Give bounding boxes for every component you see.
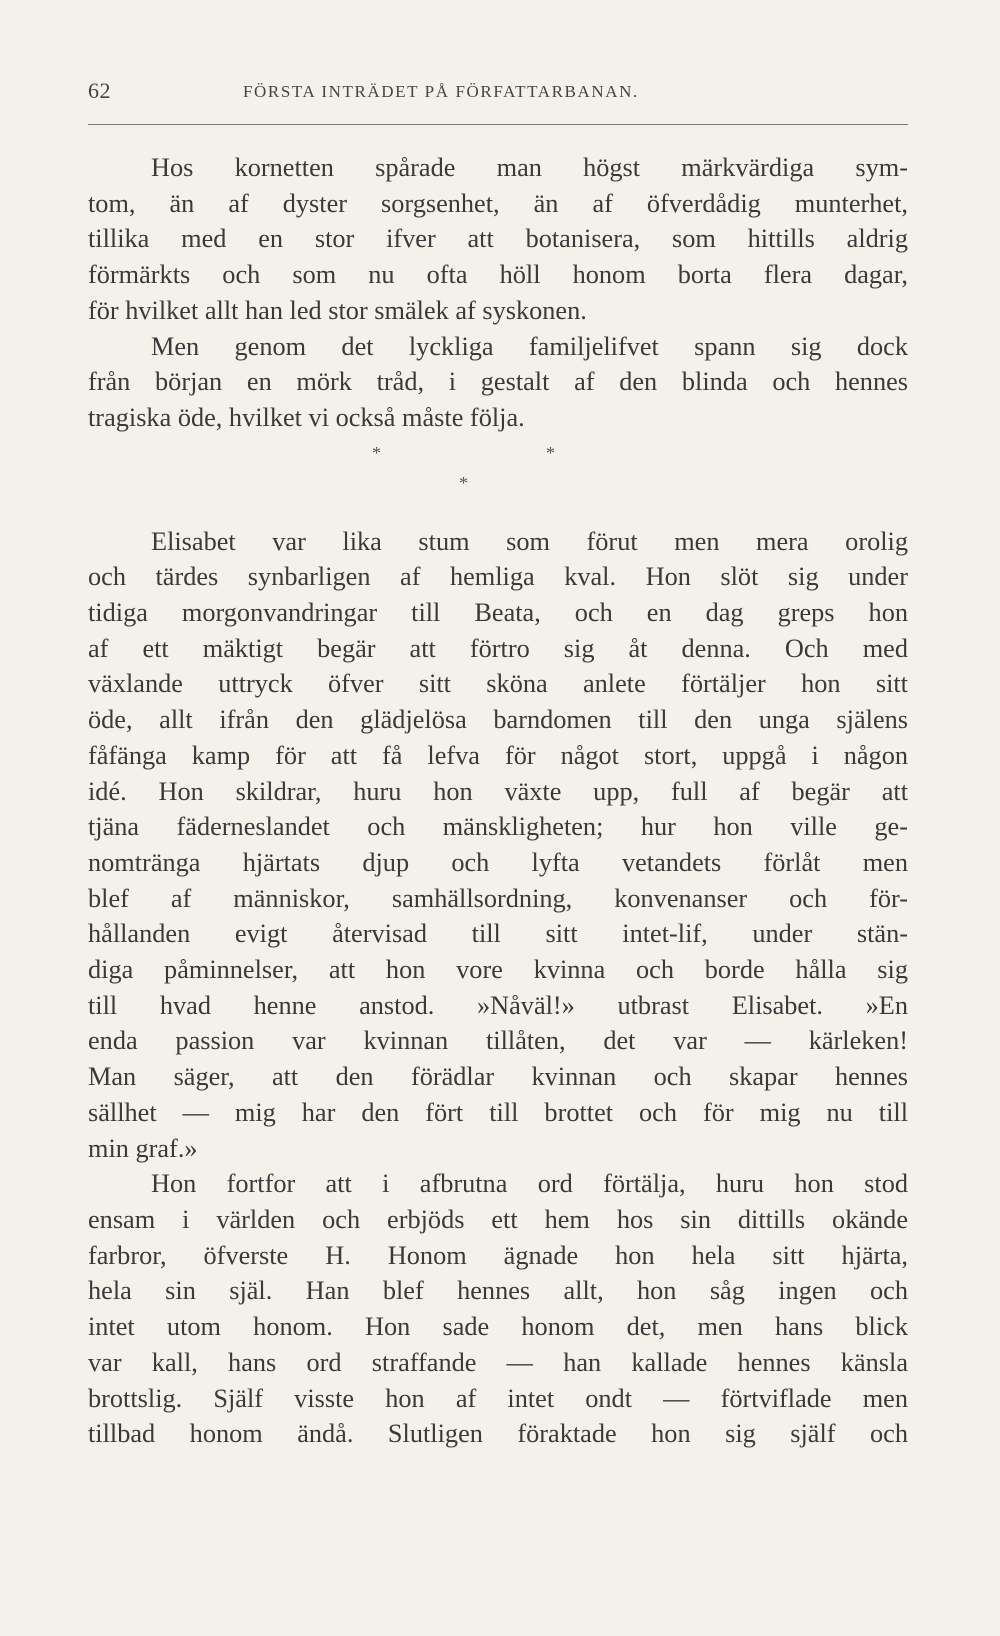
text-line: brottslig. Själf visste hon af intet ondt — förtviflade men <box>88 1383 908 1413</box>
text-line: Hon fortfor att i afbrutna ord förtälja, huru hon stod <box>151 1169 908 1199</box>
text-line: tillbad honom ändå. Slutligen föraktade hon sig själf och <box>88 1419 908 1449</box>
text-line: Hos kornetten spårade man högst märkvärdiga sym- <box>151 153 908 182</box>
page-text <box>88 150 908 1452</box>
text-line: sällhet — mig har den fört till brottet och för mig nu till <box>88 1097 908 1127</box>
text-line: Elisabet var lika stum som förut men mera orolig <box>151 526 908 556</box>
paragraph-2 <box>88 329 908 436</box>
text-line: och tärdes synbarligen af hemliga kval. Hon slöt sig under <box>88 562 908 592</box>
text-line: tidiga morgonvandringar till Beata, och en dag greps hon <box>88 598 908 628</box>
section-break <box>88 440 908 512</box>
text-line: för hvilket allt han led stor smälek af syskonen. <box>88 295 587 325</box>
text-line: öde, allt ifrån den glädjelösa barndomen till den unga själens <box>88 705 908 735</box>
text-line: tillika med en stor ifver att botanisera, som hittills aldrig <box>88 224 908 254</box>
paragraph-1 <box>88 150 908 329</box>
text-line: nomtränga hjärtats djup och lyfta vetandets förlåt men <box>88 847 908 877</box>
text-line: var kall, hans ord straffande — han kallade hennes känsla <box>88 1347 908 1377</box>
text-line: ensam i världen och erbjöds ett hem hos sin dittills okände <box>88 1204 908 1234</box>
text-line: hela sin själ. Han blef hennes allt, hon såg ingen och <box>88 1276 908 1306</box>
text-line: till hvad henne anstod. »Nåväl!» utbrast Elisabet. »En <box>88 990 908 1020</box>
text-line: tjäna fäderneslandet och mänskligheten; hur hon ville ge- <box>88 812 908 842</box>
text-line: hållanden evigt återvisad till sitt intet-lif, under stän- <box>88 919 908 949</box>
text-line: idé. Hon skildrar, huru hon växte upp, full af begär att <box>88 776 908 806</box>
text-line: tragiska öde, hvilket vi också måste följa. <box>88 402 525 432</box>
text-line: farbror, öfverste H. Honom ägnade hon hela sitt hjärta, <box>88 1240 908 1270</box>
text-line: intet utom honom. Hon sade honom det, men hans blick <box>88 1312 908 1342</box>
asterisk: * <box>546 442 555 463</box>
book-page <box>88 78 908 1449</box>
asterisk: * <box>459 472 468 493</box>
asterisk: * <box>372 442 381 463</box>
text-line: tom, än af dyster sorgsenhet, än af öfverdådig munterhet, <box>88 188 908 218</box>
text-line: enda passion var kvinnan tillåten, det var — kärleken! <box>88 1026 908 1056</box>
text-line: diga påminnelser, att hon vore kvinna och borde hålla sig <box>88 955 908 985</box>
running-head <box>88 78 908 108</box>
text-line: från början en mörk tråd, i gestalt af den blinda och hennes <box>88 367 908 397</box>
text-line: förmärkts och som nu ofta höll honom borta flera dagar, <box>88 260 908 290</box>
paragraph-4 <box>88 1166 908 1452</box>
header-rule <box>88 124 908 125</box>
text-line: växlande uttryck öfver sitt sköna anlete förtäljer hon sitt <box>88 669 908 699</box>
text-line: min graf.» <box>88 1133 198 1163</box>
text-line: blef af människor, samhällsordning, konvenanser och för- <box>88 883 908 913</box>
text-line: Man säger, att den förädlar kvinnan och skapar hennes <box>88 1062 908 1092</box>
running-head-title: FÖRSTA INTRÄDET PÅ FÖRFATTARBANAN. <box>243 82 639 101</box>
page-number: 62 <box>88 78 111 103</box>
text-line: af ett mäktigt begär att förtro sig åt denna. Och med <box>88 633 908 663</box>
paragraph-3 <box>88 524 908 1167</box>
text-line: Men genom det lyckliga familjelifvet spann sig dock <box>151 331 908 361</box>
text-line: fåfänga kamp för att få lefva för något stort, uppgå i någon <box>88 740 908 770</box>
